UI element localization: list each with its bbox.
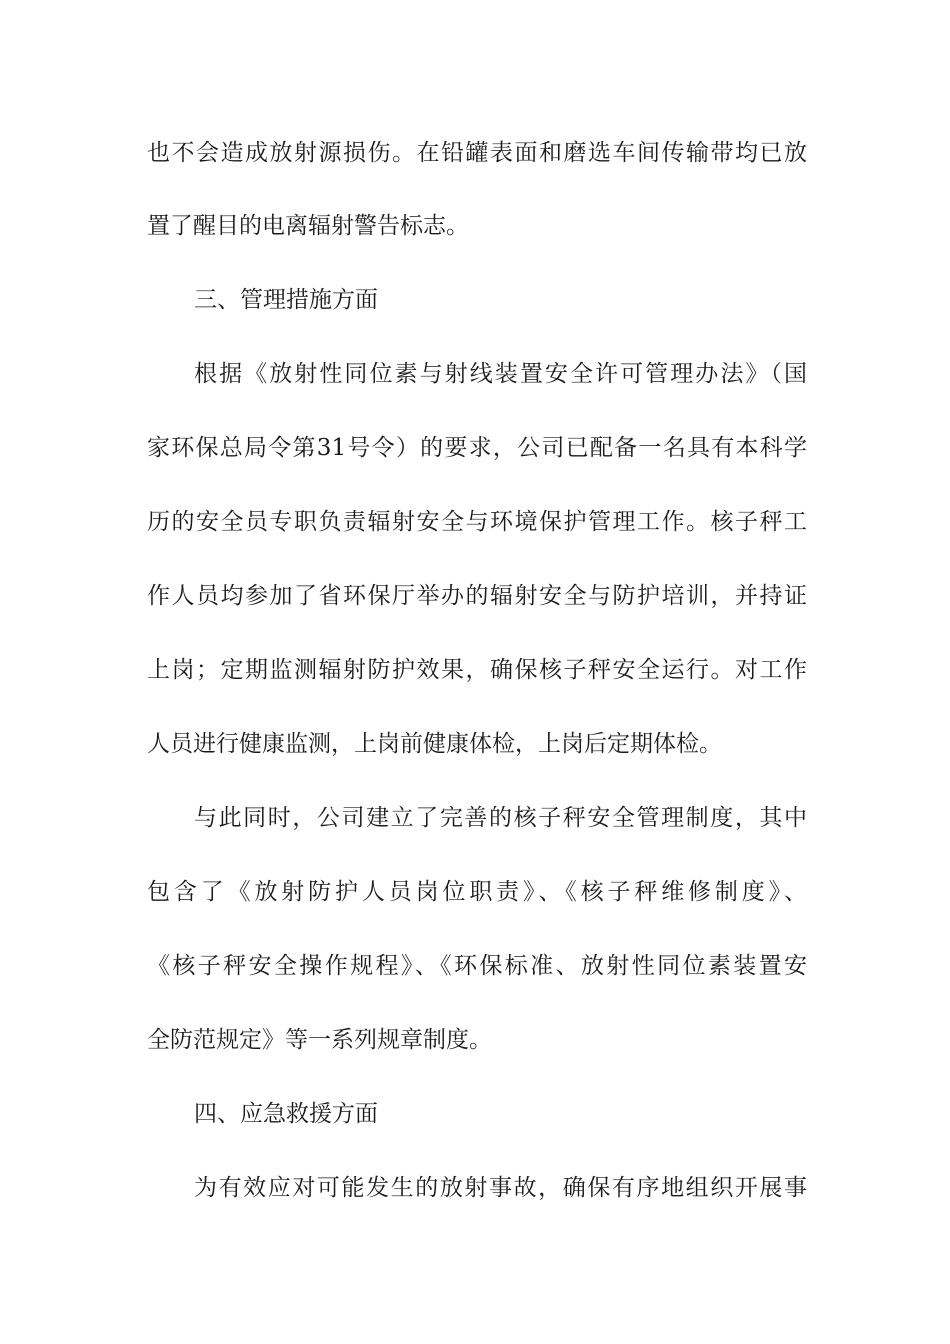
- text-line: 作人员均参加了省环保厅举办的辐射安全与防护培训，并持证: [147, 583, 807, 609]
- text-line: 上岗；定期监测辐射防护效果，确保核子秤安全运行。对工作: [147, 657, 807, 683]
- text-line: 为有效应对可能发生的放射事故，确保有序地组织开展事: [194, 1175, 807, 1201]
- text-line: 全防范规定》等一系列规章制度。: [147, 1027, 492, 1053]
- text-line: 根据《放射性同位素与射线装置安全许可管理办法》（国: [194, 361, 807, 387]
- section-heading: 三、管理措施方面: [194, 287, 378, 313]
- section-heading: 四、应急救援方面: [194, 1101, 378, 1127]
- text-line: 人员进行健康监测，上岗前健康体检，上岗后定期体检。: [147, 731, 722, 757]
- text-line: 《核子秤安全操作规程》、《环保标准、放射性同位素装置安: [147, 953, 807, 979]
- text-line: 历的安全员专职负责辐射安全与环境保护管理工作。核子秤工: [147, 509, 807, 535]
- text-line: 与此同时，公司建立了完善的核子秤安全管理制度，其中: [194, 805, 807, 831]
- text-line: 也不会造成放射源损伤。在铅罐表面和磨选车间传输带均已放: [147, 140, 807, 166]
- text-line: 置了醒目的电离辐射警告标志。: [147, 213, 469, 239]
- text-line: 家环保总局令第31号令）的要求，公司已配备一名具有本科学: [147, 435, 807, 461]
- text-line: 包含了《放射防护人员岗位职责》、《核子秤维修制度》、: [147, 879, 807, 905]
